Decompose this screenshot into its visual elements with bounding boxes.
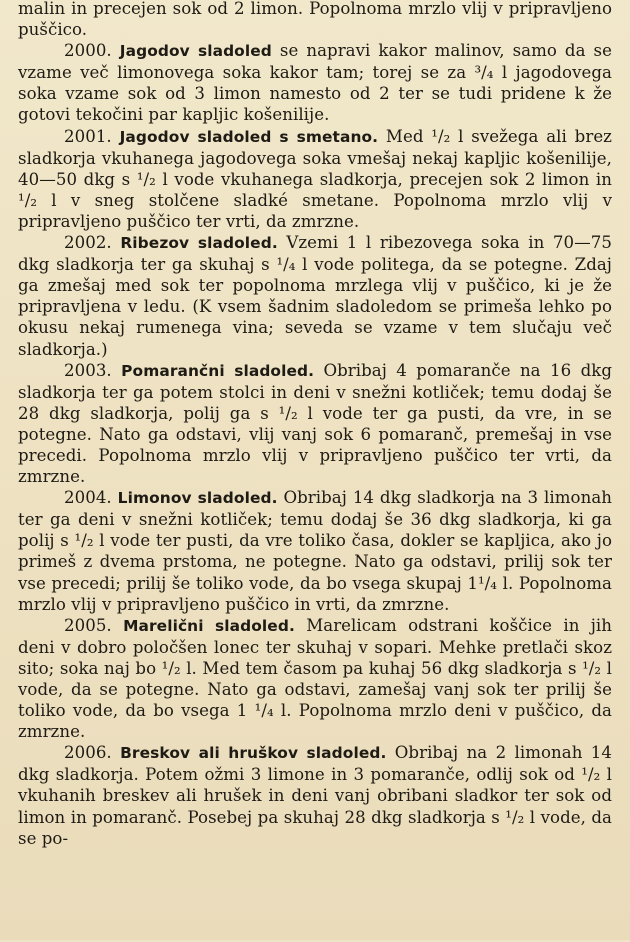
paragraph-text: Vzemi 1 l ribezovega soka in 70—75 dkg sladkorja ter ga skuhaj s ¹/₄ l vode politega, da se potegne. Zdaj ga zmešaj med sok ter popolnoma mrzlega vlij v puščico, ki je že pripravljena v ledu. (K vsem šadnim sladoledom se primeša lehko po okusu nekaj rumenega vina; seveda se vzame v tem slučaju več sladkorja.)	[18, 233, 613, 359]
recipe-heading: Breskov ali hruškov sladoled.	[120, 744, 387, 763]
recipe-number: 2006.	[64, 743, 112, 763]
recipe-2001	[18, 126, 612, 232]
recipe-heading: Jagodov sladoled	[119, 42, 272, 61]
recipe-continuation	[18, 0, 612, 40]
recipe-2000	[18, 40, 612, 125]
recipe-number: 2002.	[64, 233, 112, 253]
recipe-2003	[18, 360, 612, 488]
recipe-number: 2001.	[64, 126, 112, 146]
recipe-number: 2003.	[64, 360, 112, 380]
recipe-heading: Ribezov sladoled.	[120, 234, 278, 253]
paragraph-text: Marelicam odstrani koščice in jih deni v dobro poločšen lonec ter skuhaj v sopari. Mehke pretlači skoz sito; soka naj bo ¹/₂ l. Med tem časom pa kuhaj 56 dkg sladkorja s ¹/₂ l vode, da se potegne. Nato ga odstavi, zamešaj vanj sok ter prilij še toliko vode, da bo vsega 1 ¹/₄ l. Popolnoma mrzlo deni v puščico, da zmrzne.	[18, 615, 613, 742]
paragraph-text: Obribaj 4 pomaranče na 16 dkg sladkorja ter ga potem stolci in deni v snežni kotliček; temu dodaj še 28 dkg sladkorja, polij ga s ¹/₂ l vode ter ga pusti, da vre, in se potegne. Nato ga odstavi, vlij vanj sok 6 pomaranč, premešaj in vse precedi. Popolnoma mrzlo vlij v pripravljeno puščico ter vrti, da zmrzne.	[18, 360, 613, 487]
recipe-heading: Marelični sladoled.	[123, 616, 295, 635]
recipe-2002	[18, 232, 612, 360]
recipe-text	[18, 0, 612, 849]
recipe-2004	[18, 487, 612, 615]
paragraph-text: Obribaj 14 dkg sladkorja na 3 limonah ter ga deni v snežni kotliček; temu dodaj še 36 dkg sladkorja, ki ga polij s ¹/₂ l vode ter pusti, da vre toliko časa, dokler se kapljica, ako jo primeš z dvema prstoma, ne potegne. Nato ga odstavi, prilij sok ter vse precedi; prilij še toliko vode, da bo vsega skupaj 1¹/₄ l. Popolnoma mrzlo vlij v pripravljeno puščico in vrti, da zmrzne.	[18, 488, 613, 614]
recipe-2006	[18, 742, 612, 848]
paragraph-text: malin in precejen sok od 2 limon. Popolnoma mrzlo vlij v pripravljeno puščico.	[18, 0, 612, 40]
paragraph-text: Obribaj na 2 limonah 14 dkg sladkorja. Potem ožmi 3 limone in 3 pomaranče, odlij sok od ¹/₂ l vkuhanih breskev ali hrušek in deni vanj obribani sladkor ter sok od limon in pomaranč. Posebej pa skuhaj 28 dkg sladkorja s ¹/₂ l vode, da se po-	[18, 743, 612, 848]
recipe-heading: Jagodov sladoled s smetano.	[119, 127, 379, 146]
recipe-heading: Limonov sladoled.	[117, 489, 278, 508]
recipe-number: 2005.	[64, 615, 112, 635]
paragraph-text: Med ¹/₂ l svežega ali brez sladkorja vkuhanega jagodovega soka vmešaj nekaj kapljic košenilije, 40—50 dkg s ¹/₂ l vode vkuhanega sladkorja, precejen sok 2 limon in ¹/₂ l v sneg stolčene sladké smetane. Popolnoma mrzlo vlij v pripravljeno puščico ter vrti, da zmrzne.	[18, 126, 612, 231]
paragraph-text: se napravi kakor malinov, samo da se vzame več limonovega soka kakor tam; torej se za ³/₄ l jagodovega soka vzame sok od 3 limon namesto od 2 ter se tudi pridene k že gotovi tekočini par kapljic košenilije.	[18, 41, 612, 125]
recipe-number: 2004.	[64, 488, 112, 508]
recipe-heading: Pomarančni sladoled.	[121, 361, 315, 380]
recipe-number: 2000.	[64, 41, 112, 61]
recipe-2005	[18, 615, 612, 743]
